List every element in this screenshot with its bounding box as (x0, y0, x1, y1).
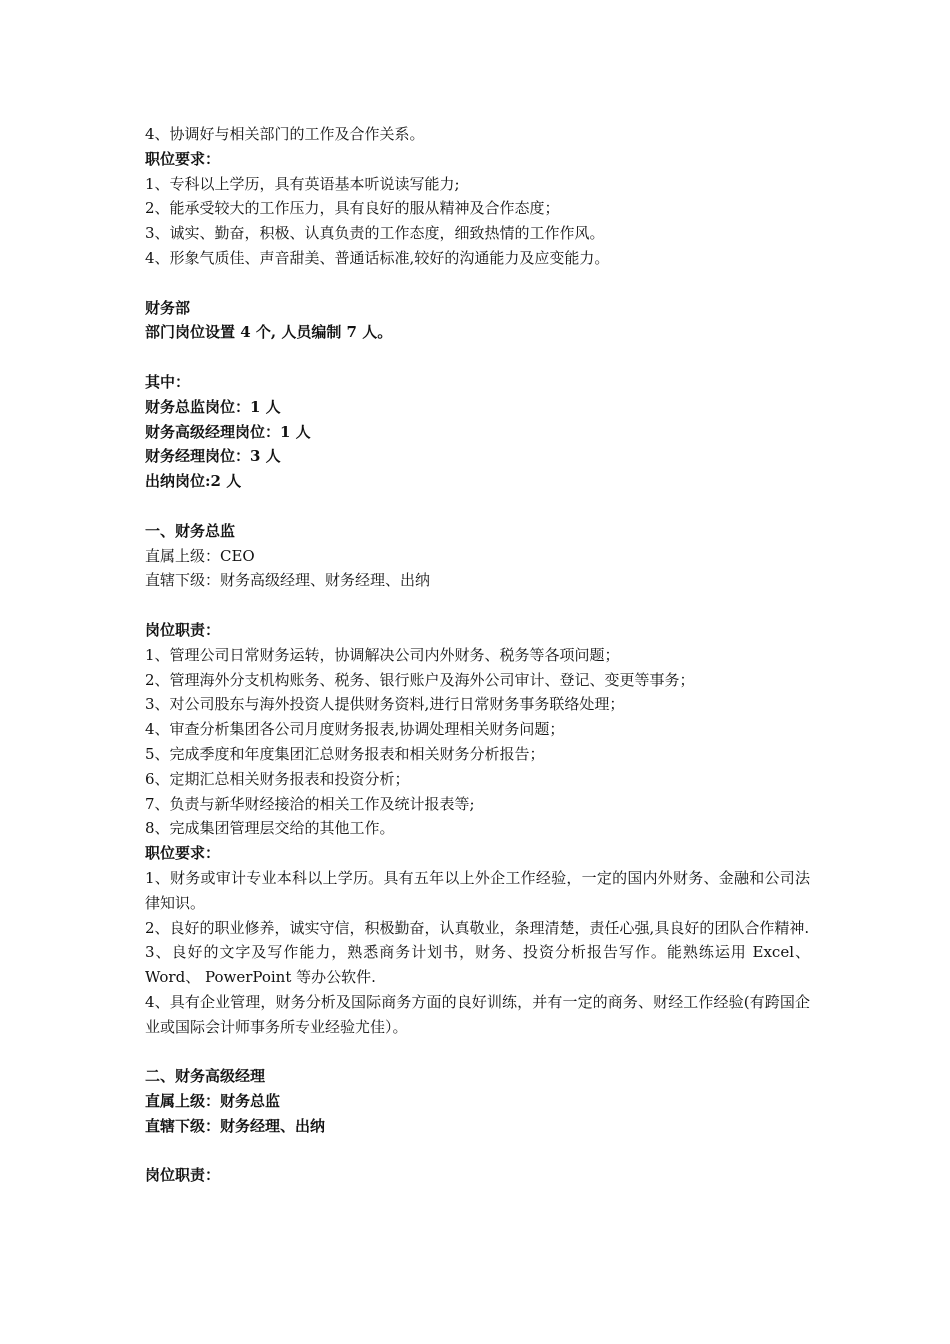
dept-among: 其中： (145, 372, 191, 391)
cfo-duty-item: 4、审查分析集团各公司月度财务报表,协调处理相关财务问题； (145, 720, 565, 739)
dept-position: 出纳岗位:2 人 (145, 472, 242, 491)
cfo-subordinates: 直辖下级：财务高级经理、财务经理、出纳 (145, 571, 431, 590)
dept-position: 财务总监岗位：1 人 (145, 397, 281, 416)
cfo-req-item: 3、良好的文字及写作能力，熟悉商务计划书，财务、投资分析报告写作。能熟练运用 Excel、Word、 PowerPoint 等办公软件. (145, 943, 810, 987)
cfo-req-title: 职位要求： (145, 844, 221, 863)
senior-superior: 直属上级：财务总监 (145, 1092, 281, 1111)
cfo-duty-item: 1、管理公司日常财务运转，协调解决公司内外财务、税务等各项问题； (145, 645, 620, 664)
cfo-title: 一、财务总监 (145, 521, 236, 540)
spacer (145, 593, 810, 618)
dept-position: 财务经理岗位：3 人 (145, 447, 281, 466)
senior-subordinates: 直辖下级：财务经理、出纳 (145, 1116, 326, 1135)
spacer (145, 1139, 810, 1164)
spacer (145, 345, 810, 370)
cfo-duty-item: 7、负责与新华财经接洽的相关工作及统计报表等; (145, 794, 475, 813)
intro-req-item: 3、诚实、勤奋，积极、认真负责的工作态度，细致热情的工作作风。 (145, 224, 605, 243)
cfo-duty-item: 8、完成集团管理层交给的其他工作。 (145, 819, 395, 838)
senior-duty-title: 岗位职责： (145, 1166, 221, 1185)
cfo-duty-item: 3、对公司股东与海外投资人提供财务资料,进行日常财务事务联络处理； (145, 695, 625, 714)
dept-summary: 部门岗位设置 4 个, 人员编制 7 人。 (145, 323, 393, 342)
spacer (145, 494, 810, 519)
intro-req-title: 职位要求： (145, 149, 221, 168)
document-page (145, 122, 810, 1188)
dept-title: 财务部 (145, 298, 191, 317)
spacer (145, 1039, 810, 1064)
senior-title: 二、财务高级经理 (145, 1067, 266, 1086)
cfo-req-item: 2、良好的职业修养，诚实守信，积极勤奋，认真敬业，条理清楚，责任心强,具良好的团队合作精神. (145, 918, 810, 937)
cfo-duty-item: 6、定期汇总相关财务报表和投资分析； (145, 769, 410, 788)
intro-line: 4、协调好与相关部门的工作及合作关系。 (145, 125, 425, 143)
intro-req-item: 1、专科以上学历，具有英语基本听说读写能力; (145, 174, 460, 193)
intro-req-item: 4、形象气质佳、声音甜美、普通话标准,较好的沟通能力及应变能力。 (145, 248, 610, 267)
cfo-duty-item: 2、管理海外分支机构账务、税务、银行账户及海外公司审计、登记、变更等事务； (145, 670, 695, 689)
dept-position: 财务高级经理岗位：1 人 (145, 422, 311, 441)
cfo-req-item: 4、具有企业管理，财务分析及国际商务方面的良好训练，并有一定的商务、财经工作经验(有跨国企业或国际会计师事务所专业经验尤佳）。 (145, 992, 810, 1036)
cfo-duty-title: 岗位职责： (145, 620, 221, 639)
cfo-superior: 直属上级：CEO (145, 546, 255, 565)
intro-req-item: 2、能承受较大的工作压力，具有良好的服从精神及合作态度； (145, 199, 560, 218)
cfo-req-item: 1、财务或审计专业本科以上学历。具有五年以上外企工作经验，一定的国内外财务、金融和公司法律知识。 (145, 868, 810, 912)
cfo-duty-item: 5、完成季度和年度集团汇总财务报表和相关财务分析报告； (145, 744, 545, 763)
spacer (145, 271, 810, 296)
